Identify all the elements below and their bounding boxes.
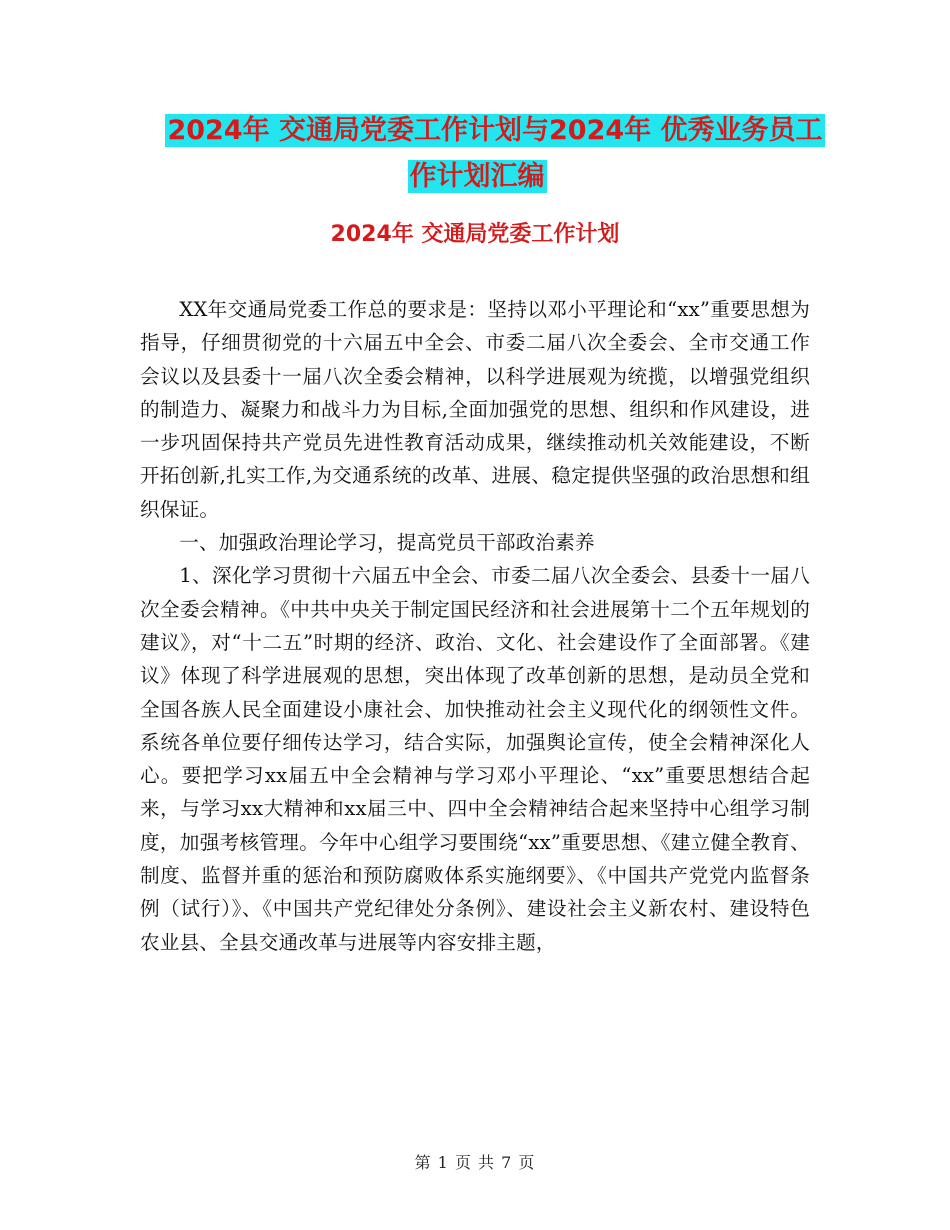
document-title-line-1: 2024年 交通局党委工作计划与2024年 优秀业务员工 — [167, 115, 823, 146]
document-body — [140, 293, 810, 959]
page-number-footer: 第 1 页 共 7 页 — [414, 1153, 536, 1172]
document-title — [0, 108, 950, 200]
paragraph-heading-1: 一、加强政治理论学习，提高党员干部政治素养 — [179, 531, 595, 555]
document-title-line-2: 作计划汇编 — [409, 161, 545, 192]
paragraph-item-1: 1、深化学习贯彻十六届五中全会、市委二届八次全委会、县委十一届八次全委会精神。《中共中央关于制定国民经济和社会进展第十二个五年规划的建议》，对“十二五”时期的经济、政治、文化、社会建设作了全面部署。《建议》体现了科学进展观的思想，突出体现了改革创新的思想，是动员全党和全国各族人民全面建设小康社会、加快推动社会主义现代化的纲领性文件。系统各单位要仔细传达学习，结合实际，加强舆论宣传，使全会精神深化人心。要把学习xx届五中全会精神与学习邓小平理论、“xx”重要思想结合起来，与学习xx大精神和xx届三中、四中全会精神结合起来坚持中心组学习制度，加强考核管理。今年中心组学习要围绕“xx”重要思想、《建立健全教育、制度、监督并重的惩治和预防腐败体系实施纲要》、《中国共产党党内监督条例（试行）》、《中国共产党纪律处分条例》、建设社会主义新农村、建设特色农业县、全县交通改革与进展等内容安排主题， — [140, 564, 810, 954]
paragraph-intro: XX年交通局党委工作总的要求是：坚持以邓小平理论和“xx”重要思想为指导，仔细贯彻党的十六届五中全会、市委二届八次全委会、全市交通工作会议以及县委十一届八次全委会精神，以科学进展观为统揽，以增强党组织的制造力、凝聚力和战斗力为目标,全面加强党的思想、组织和作风建设，进一步巩固保持共产党员先进性教育活动成果，继续推动机关效能建设，不断开拓创新,扎实工作,为交通系统的改革、进展、稳定提供坚强的政治思想和组织保证。 — [140, 298, 810, 521]
section-title: 2024年 交通局党委工作计划 — [330, 222, 620, 247]
